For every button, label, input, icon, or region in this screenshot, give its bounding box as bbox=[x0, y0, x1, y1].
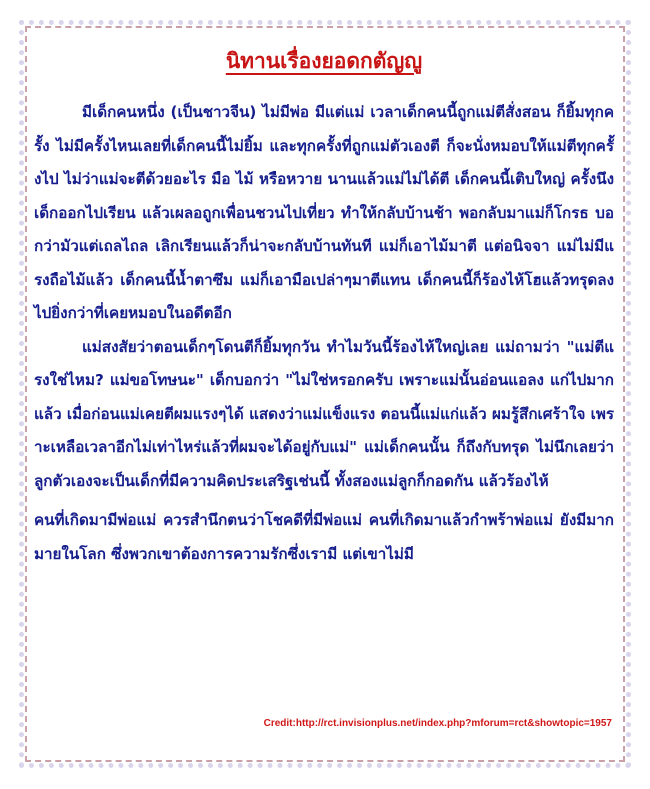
story-paragraph-2: แม่สงสัยว่าตอนเด็กๆโดนตีก็ยิ้มทุกวัน ทำไมวันนี้ร้องไห้ใหญ่เลย แม่ถามว่า "แม่ตีแรงใช่ไหม? แม่ขอโทษนะ" เด็กบอกว่า "ไม่ใช่หรอกครับ เพราะแม่นั้นอ่อนแอลง แก่ไปมากแล้ว เมื่อก่อนแม่เคยตีผมแรงๆได้ แสดงว่าแม่แข็งแรง ตอนนี้แม่แก่แล้ว ผมรู้สึกเศร้าใจ เพราะเหลือเวลาอีกไม่เท่าไหร่แล้วที่ผมจะได้อยู่กับแม่" แม่เด็กคนนั้น ก็ถึงกับทรุด ไม่นึกเลยว่าลูกตัวเองจะเป็นเด็กที่มีความคิดประเสริฐเช่นนี้ ทั้งสองแม่ลูกก็กอดกัน แล้วร้องไห้ bbox=[34, 337, 614, 490]
story-paragraph-1: มีเด็กคนหนึ่ง (เป็นชาวจีน) ไม่มีพ่อ มีแต่แม่ เวลาเด็กคนนี้ถูกแม่ตีสั่งสอน ก็ยิ้มทุกครั้ง ไม่มีครั้งไหนเลยที่เด็กคนนี้ไม่ยิ้ม และทุกครั้งที่ถูกแม่ตัวเองตี ก็จะนั่งหมอบให้แม่ตีทุกครั้งไป ไม่ว่าแม่จะตีด้วยอะไร มือ ไม้ หรือหวาย นานแล้วแม่ไม่ได้ตี เด็กคนนี้เติบใหญ่ ครั้งนึง เด็กออกไปเรียน แล้วเผลอถูกเพื่อนชวนไปเที่ยว ทำให้กลับบ้านช้า พอกลับมาแม่ก็โกรธ บอกว่ามัวแต่เถลไถล เลิกเรียนแล้วก็น่าจะกลับบ้านทันที แม่ก็เอาไม้มาตี แต่อนิจจา แม่ไม่มีแรงถือไม้แล้ว เด็กคนนี้น้ำตาซึม แม่ก็เอามือเปล่าๆมาตีแทน เด็กคนนี้ก็ร้องไห้โฮแล้วทรุดลงไปยิ่งกว่าที่เคยหมอบในอดีตอีก bbox=[34, 103, 614, 322]
moral-paragraph: คนที่เกิดมามีพ่อแม่ ควรสำนึกตนว่าโชคดีที่มีพ่อแม่ คนที่เกิดมาแล้วกำพร้าพ่อแม่ ยังมีมากมายในโลก ซึ่งพวกเขาต้องการความรักซึ่งเรามี แต่เขาไม่มี bbox=[34, 511, 614, 563]
page-title: นิทานเรื่องยอดกตัญญู bbox=[225, 49, 423, 73]
credit-link[interactable]: Credit:http://rct.invisionplus.net/index.php?mforum=rct&showtopic=1957 bbox=[263, 718, 612, 729]
document-body bbox=[34, 48, 614, 571]
